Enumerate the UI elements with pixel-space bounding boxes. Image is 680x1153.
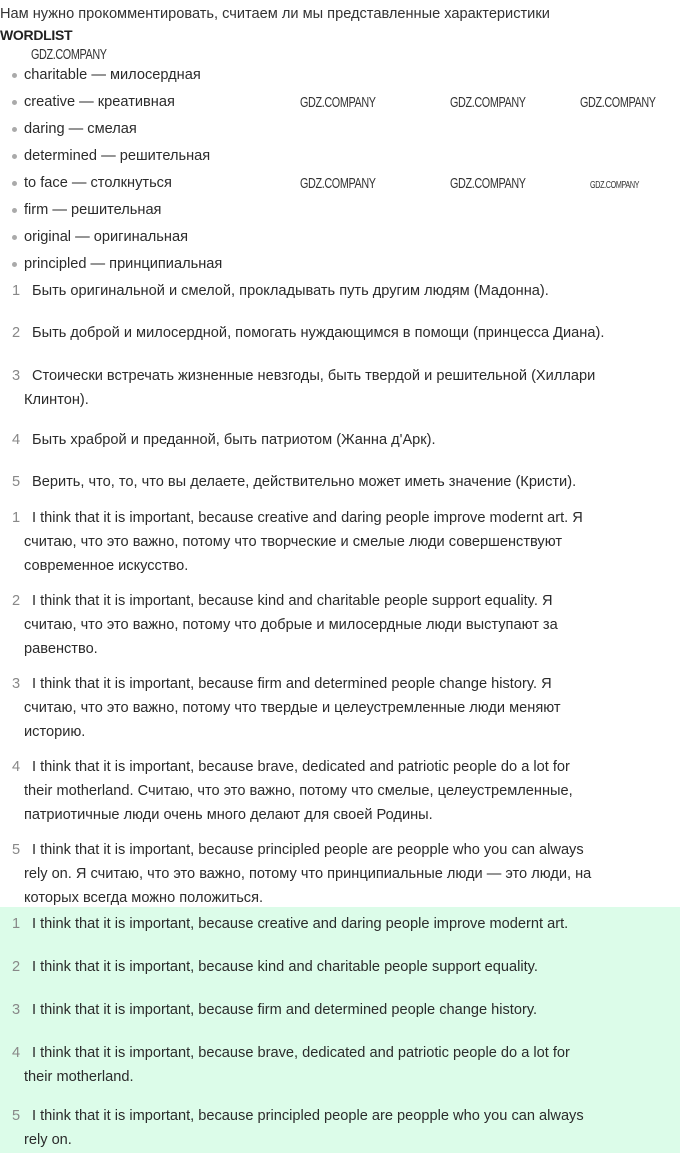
item-line	[0, 779, 573, 803]
item-text: I think that it is important, because firm and determined people change history. Я	[32, 676, 552, 692]
section-a-item	[0, 321, 604, 345]
item-text: которых всегда можно положиться.	[24, 890, 264, 906]
bullet-icon	[12, 181, 17, 186]
section-b-item	[0, 506, 583, 578]
item-text: I think that it is important, because brave, dedicated and patriotic people do a lot for	[32, 759, 570, 775]
item-line	[0, 554, 583, 578]
wordlist-item-text: principled — принципиальная	[24, 256, 223, 272]
section-c-item	[0, 912, 568, 936]
section-c-item	[0, 1104, 584, 1152]
item-line	[0, 589, 558, 613]
item-line	[0, 720, 561, 744]
section-b-item	[0, 589, 558, 661]
item-line	[0, 388, 595, 412]
item-number: 1	[12, 510, 21, 526]
item-line	[0, 838, 591, 862]
item-line	[0, 862, 591, 886]
item-line	[0, 279, 549, 303]
item-text: считаю, что это важно, потому что твердые и целеустремленные люди меняют	[24, 700, 561, 716]
item-text: считаю, что это важно, потому что творческие и смелые люди совершенствуют	[24, 534, 563, 550]
bullet-icon	[12, 154, 17, 159]
item-line	[0, 672, 561, 696]
item-number: 2	[12, 959, 21, 975]
bullet-icon	[12, 208, 17, 213]
bullet-icon	[12, 235, 17, 240]
wordlist-item	[12, 119, 137, 139]
wordlist-item-text: to face — столкнуться	[24, 175, 172, 191]
item-text: I think that it is important, because creative and daring people improve modernt art.	[32, 916, 569, 932]
item-line	[0, 955, 538, 979]
section-a-item	[0, 470, 576, 494]
wordlist-item	[12, 92, 175, 112]
wordlist-item-text: creative — креативная	[24, 94, 175, 110]
task-intro: Нам нужно прокомментировать, считаем ли мы представленные характеристики	[0, 6, 550, 22]
item-number: 2	[12, 593, 21, 609]
wordlist-item	[12, 65, 201, 85]
wordlist-item-text: charitable — милосердная	[24, 67, 201, 83]
item-line	[0, 1104, 584, 1128]
wordlist-title: WORDLIST	[0, 27, 73, 43]
item-text: Стоически встречать жизненные невзгоды, быть твердой и решительной (Хиллари	[32, 368, 596, 384]
item-line	[0, 912, 568, 936]
item-text: I think that it is important, because principled people are peopple who you can always	[32, 1108, 584, 1124]
item-text: Быть доброй и милосердной, помогать нуждающимся в помощи (принцесса Диана).	[32, 325, 605, 341]
item-text: Верить, что, то, что вы делаете, действительно может иметь значение (Кристи).	[32, 474, 577, 490]
item-text: rely on. Я считаю, что это важно, потому что принципиальные люди — это люди, на	[24, 866, 592, 882]
item-number: 5	[12, 1108, 21, 1124]
watermark: GDZ.COMPANY	[300, 94, 376, 111]
item-number: 5	[12, 842, 21, 858]
item-line	[0, 470, 576, 494]
item-line	[0, 613, 558, 637]
item-line	[0, 1128, 584, 1152]
watermark: GDZ.COMPANY	[31, 46, 107, 63]
item-text: I think that it is important, because kind and charitable people support equality.	[32, 959, 538, 975]
item-text: патриотичные люди очень много делают для своей Родины.	[24, 807, 433, 823]
item-number: 1	[12, 916, 21, 932]
wordlist-item	[12, 146, 210, 166]
watermark: GDZ.COMPANY	[580, 94, 656, 111]
bullet-icon	[12, 262, 17, 267]
section-c-item	[0, 998, 537, 1022]
item-number: 3	[12, 1002, 21, 1018]
item-text: Клинтон).	[24, 392, 89, 408]
item-number: 4	[12, 432, 21, 448]
section-a-item	[0, 428, 436, 452]
watermark: GDZ.COMPANY	[450, 175, 526, 192]
section-b-item	[0, 838, 591, 910]
item-number: 4	[12, 1045, 21, 1061]
wordlist-item-text: firm — решительная	[24, 202, 162, 218]
wordlist-item	[12, 254, 222, 274]
item-line	[0, 637, 558, 661]
wordlist-item-text: daring — смелая	[24, 121, 137, 137]
section-c-item	[0, 1041, 570, 1089]
item-text: современное искусство.	[24, 558, 189, 574]
item-text: I think that it is important, because principled people are peopple who you can always	[32, 842, 584, 858]
wordlist-item	[12, 227, 188, 247]
item-number: 4	[12, 759, 21, 775]
section-a-item	[0, 364, 595, 412]
watermark: GDZ.COMPANY	[450, 94, 526, 111]
item-line	[0, 1065, 570, 1089]
item-number: 1	[12, 283, 21, 299]
section-c-item	[0, 955, 538, 979]
item-number: 2	[12, 325, 21, 341]
watermark: GDZ.COMPANY	[590, 180, 640, 191]
item-line	[0, 506, 583, 530]
item-line	[0, 428, 436, 452]
item-text: Быть оригинальной и смелой, прокладывать путь другим людям (Мадонна).	[32, 283, 549, 299]
item-text: I think that it is important, because kind and charitable people support equality. Я	[32, 593, 553, 609]
item-text: историю.	[24, 724, 86, 740]
item-text: I think that it is important, because brave, dedicated and patriotic people do a lot for	[32, 1045, 570, 1061]
item-text: Быть храброй и преданной, быть патриотом (Жанна д'Арк).	[32, 432, 436, 448]
item-text: равенство.	[24, 641, 98, 657]
item-line	[0, 886, 591, 910]
item-number: 5	[12, 474, 21, 490]
section-b-item	[0, 672, 561, 744]
wordlist-item	[12, 200, 161, 220]
item-line	[0, 1041, 570, 1065]
wordlist-item	[12, 173, 172, 193]
bullet-icon	[12, 127, 17, 132]
watermark: GDZ.COMPANY	[300, 175, 376, 192]
wordlist-item-text: determined — решительная	[24, 148, 211, 164]
item-line	[0, 364, 595, 388]
item-text: their motherland.	[24, 1069, 134, 1085]
item-text: their motherland. Считаю, что это важно, потому что смелые, целеустремленные,	[24, 783, 573, 799]
bullet-icon	[12, 73, 17, 78]
bullet-icon	[12, 100, 17, 105]
item-text: I think that it is important, because creative and daring people improve modernt art. Я	[32, 510, 583, 526]
item-text: I think that it is important, because firm and determined people change history.	[32, 1002, 538, 1018]
item-line	[0, 998, 537, 1022]
item-line	[0, 321, 604, 345]
section-b-item	[0, 755, 573, 827]
item-line	[0, 803, 573, 827]
item-number: 3	[12, 676, 21, 692]
section-a-item	[0, 279, 549, 303]
item-line	[0, 696, 561, 720]
item-text: rely on.	[24, 1132, 72, 1148]
item-line	[0, 530, 583, 554]
item-number: 3	[12, 368, 21, 384]
wordlist-item-text: original — оригинальная	[24, 229, 188, 245]
item-text: считаю, что это важно, потому что добрые и милосердные люди выступают за	[24, 617, 558, 633]
item-line	[0, 755, 573, 779]
